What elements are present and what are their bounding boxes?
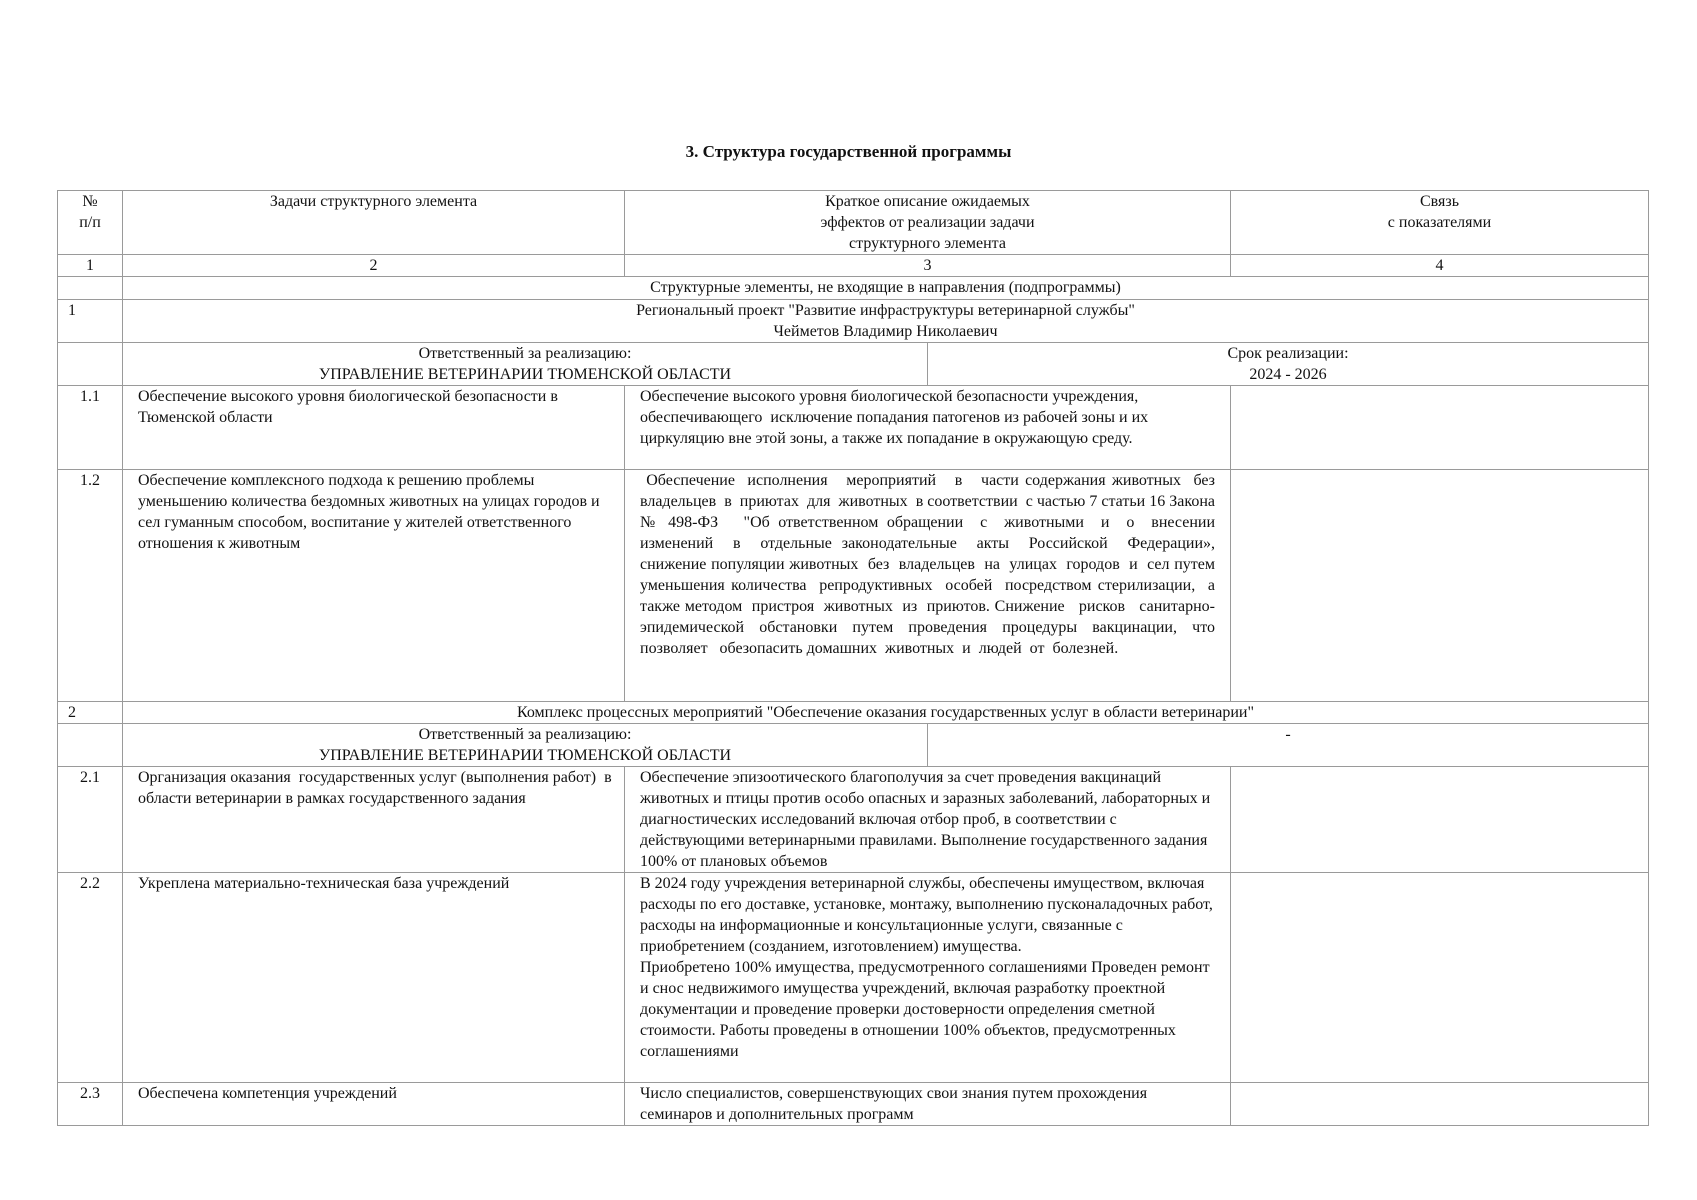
index-cell: 1 — [58, 255, 123, 277]
indicator-link — [1231, 767, 1649, 873]
header-indicators: Связь с показателями — [1231, 191, 1649, 255]
complex-title: Комплекс процессных мероприятий "Обеспечение оказания государственных услуг в области ветеринарии" — [123, 702, 1649, 724]
empty-cell — [58, 277, 123, 300]
task-number: 2.2 — [58, 873, 123, 1083]
header-tasks: Задачи структурного элемента — [123, 191, 625, 255]
header-number: № п/п — [58, 191, 123, 255]
responsible-row — [58, 343, 1649, 386]
section-header-row — [58, 277, 1649, 300]
indicator-link — [1231, 386, 1649, 470]
index-cell: 2 — [123, 255, 625, 277]
expected-effect: Число специалистов, совершенствующих свои знания путем прохождения семинаров и дополнительных программ — [625, 1083, 1231, 1126]
task-row — [58, 767, 1649, 873]
page-title: 3. Структура государственной программы — [685, 142, 1012, 161]
expected-effect: Обеспечение высокого уровня биологической безопасности учреждения, обеспечивающего исключение попадания патогенов из рабочей зоны и их циркуляцию вне этой зоны, а также их попадание в окружающую среду. — [625, 386, 1231, 470]
indicator-link — [1231, 1083, 1649, 1126]
header-effects: Краткое описание ожидаемых эффектов от реализации задачи структурного элемента — [625, 191, 1231, 255]
task-row — [58, 470, 1649, 702]
index-cell: 3 — [625, 255, 1231, 277]
expected-effect: Обеспечение исполнения мероприятий в части содержания животных без владельцев в приютах для животных в соответствии с частью 7 статьи 16 Закона № 498-ФЗ "Об ответственном обращении с животными и о внесении изменений в отдельные законодательные акты Российской Федерации», снижение популяции животных без владельцев на улицах городов и сел путем уменьшения количества репродуктивных особей посредством стерилизации, а также методом пристроя животных из приютов. Снижение рисков санитарно-эпидемической обстановки путем проведения процедуры вакцинации, что позволяет обезопасить домашних животных и людей от болезней. — [625, 470, 1231, 702]
complex-row — [58, 702, 1649, 724]
term-cell: - — [928, 724, 1649, 767]
responsible-row — [58, 724, 1649, 767]
task-number: 1.2 — [58, 470, 123, 702]
index-row — [58, 255, 1649, 277]
task-description: Укреплена материально-техническая база учреждений — [123, 873, 625, 1083]
indicator-link — [1231, 470, 1649, 702]
program-structure-table — [57, 190, 1649, 1126]
task-description: Обеспечена компетенция учреждений — [123, 1083, 625, 1126]
expected-effect: В 2024 году учреждения ветеринарной службы, обеспечены имуществом, включая расходы по его доставке, установке, монтажу, выполнению пусконаладочных работ, расходы на информационные и консультационные услуги, связанные с приобретением (созданием, изготовлением) имущества. Приобретено 100% имущества, предусмотренного соглашениями Проведен ремонт и снос недвижимого имущества учреждений, включая разработку проектной документации и проведение проверки достоверности определения сметной стоимости. Работы проведены в отношении 100% объектов, предусмотренных соглашениями — [625, 873, 1231, 1083]
term-cell: Срок реализации: 2024 - 2026 — [928, 343, 1649, 386]
task-number: 2.3 — [58, 1083, 123, 1126]
complex-number: 2 — [58, 702, 123, 724]
responsible-cell: Ответственный за реализацию: УПРАВЛЕНИЕ ВЕТЕРИНАРИИ ТЮМЕНСКОЙ ОБЛАСТИ — [123, 343, 928, 386]
task-number: 2.1 — [58, 767, 123, 873]
empty-cell — [58, 343, 123, 386]
header-row — [58, 191, 1649, 255]
project-number: 1 — [58, 300, 123, 343]
project-row — [58, 300, 1649, 343]
task-number: 1.1 — [58, 386, 123, 470]
index-cell: 4 — [1231, 255, 1649, 277]
responsible-cell: Ответственный за реализацию: УПРАВЛЕНИЕ ВЕТЕРИНАРИИ ТЮМЕНСКОЙ ОБЛАСТИ — [123, 724, 928, 767]
task-row — [58, 1083, 1649, 1126]
section-header: Структурные элементы, не входящие в направления (подпрограммы) — [123, 277, 1649, 300]
project-title: Региональный проект "Развитие инфраструктуры ветеринарной службы" Чейметов Владимир Николаевич — [123, 300, 1649, 343]
indicator-link — [1231, 873, 1649, 1083]
task-description: Обеспечение комплексного подхода к решению проблемы уменьшению количества бездомных животных на улицах городов и сел гуманным способом, воспитание у жителей ответственного отношения к животным — [123, 470, 625, 702]
task-row — [58, 873, 1649, 1083]
expected-effect: Обеспечение эпизоотического благополучия за счет проведения вакцинаций животных и птицы против особо опасных и заразных заболеваний, лабораторных и диагностических исследований включая отбор проб, в соответствии с действующими ветеринарными правилами. Выполнение государственного задания 100% от плановых объемов — [625, 767, 1231, 873]
empty-cell — [58, 724, 123, 767]
task-description: Обеспечение высокого уровня биологической безопасности в Тюменской области — [123, 386, 625, 470]
task-description: Организация оказания государственных услуг (выполнения работ) в области ветеринарии в рамках государственного задания — [123, 767, 625, 873]
task-row — [58, 386, 1649, 470]
